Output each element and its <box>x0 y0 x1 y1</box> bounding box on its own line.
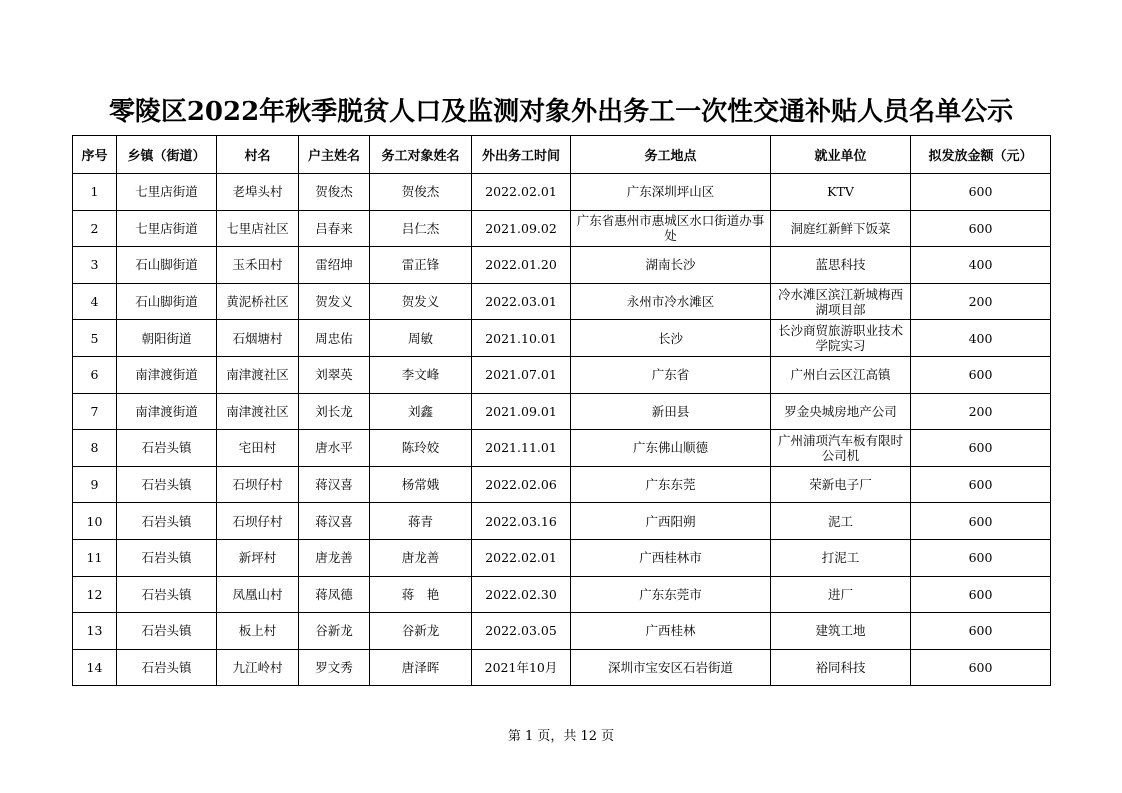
header-village: 村名 <box>217 136 299 174</box>
cell-employer: 长沙商贸旅游职业技术学院实习 <box>771 320 911 357</box>
table-row <box>73 393 1051 430</box>
cell-householder: 蒋汉喜 <box>299 466 370 503</box>
cell-village: 九江岭村 <box>217 649 299 686</box>
cell-township: 南津渡街道 <box>117 356 217 393</box>
cell-worker-name: 唐泽晖 <box>370 649 472 686</box>
table-row <box>73 576 1051 613</box>
table-row <box>73 539 1051 576</box>
cell-work-location: 广东省 <box>571 356 771 393</box>
cell-village: 石坝仔村 <box>217 503 299 540</box>
table-row <box>73 503 1051 540</box>
cell-work-location: 长沙 <box>571 320 771 357</box>
cell-seq: 7 <box>73 393 117 430</box>
cell-departure-date: 2022.03.05 <box>472 613 571 650</box>
cell-seq: 2 <box>73 210 117 247</box>
table-body <box>73 174 1051 686</box>
cell-employer: 冷水滩区滨江新城梅西湖项目部 <box>771 283 911 320</box>
document-title: 零陵区2022年秋季脱贫人口及监测对象外出务工一次性交通补贴人员名单公示 <box>108 97 1014 127</box>
header-township: 乡镇（街道） <box>117 136 217 174</box>
cell-township: 石岩头镇 <box>117 503 217 540</box>
cell-employer: 罗金央城房地产公司 <box>771 393 911 430</box>
cell-township: 石岩头镇 <box>117 576 217 613</box>
cell-amount: 600 <box>911 430 1051 467</box>
header-worker-name: 务工对象姓名 <box>370 136 472 174</box>
table-row <box>73 356 1051 393</box>
cell-worker-name: 贺发义 <box>370 283 472 320</box>
table-header-row <box>73 136 1051 174</box>
cell-worker-name: 贺俊杰 <box>370 174 472 211</box>
cell-village: 黄泥桥社区 <box>217 283 299 320</box>
cell-householder: 唐龙善 <box>299 539 370 576</box>
cell-departure-date: 2021.11.01 <box>472 430 571 467</box>
cell-departure-date: 2021.10.01 <box>472 320 571 357</box>
cell-seq: 6 <box>73 356 117 393</box>
cell-village: 七里店社区 <box>217 210 299 247</box>
cell-work-location: 湖南长沙 <box>571 247 771 284</box>
cell-township: 七里店街道 <box>117 210 217 247</box>
cell-village: 玉禾田村 <box>217 247 299 284</box>
cell-householder: 贺俊杰 <box>299 174 370 211</box>
cell-employer: 裕同科技 <box>771 649 911 686</box>
header-householder: 户主姓名 <box>299 136 370 174</box>
cell-village: 新坪村 <box>217 539 299 576</box>
cell-employer: KTV <box>771 174 911 211</box>
header-employer: 就业单位 <box>771 136 911 174</box>
cell-work-location: 广东深圳坪山区 <box>571 174 771 211</box>
cell-amount: 400 <box>911 247 1051 284</box>
cell-seq: 1 <box>73 174 117 211</box>
cell-village: 石烟塘村 <box>217 320 299 357</box>
cell-seq: 4 <box>73 283 117 320</box>
cell-township: 石岩头镇 <box>117 430 217 467</box>
cell-householder: 蒋凤德 <box>299 576 370 613</box>
cell-departure-date: 2021.09.02 <box>472 210 571 247</box>
cell-departure-date: 2022.02.01 <box>472 539 571 576</box>
cell-worker-name: 陈玲姣 <box>370 430 472 467</box>
cell-village: 板上村 <box>217 613 299 650</box>
cell-work-location: 广东佛山顺德 <box>571 430 771 467</box>
cell-seq: 8 <box>73 430 117 467</box>
cell-departure-date: 2022.02.01 <box>472 174 571 211</box>
cell-departure-date: 2021年10月 <box>472 649 571 686</box>
cell-householder: 谷新龙 <box>299 613 370 650</box>
cell-village: 老埠头村 <box>217 174 299 211</box>
cell-employer: 荣新电子厂 <box>771 466 911 503</box>
cell-employer: 建筑工地 <box>771 613 911 650</box>
cell-amount: 600 <box>911 576 1051 613</box>
cell-departure-date: 2022.02.06 <box>472 466 571 503</box>
cell-worker-name: 杨常娥 <box>370 466 472 503</box>
cell-village: 凤凰山村 <box>217 576 299 613</box>
cell-worker-name: 吕仁杰 <box>370 210 472 247</box>
cell-work-location: 广西桂林 <box>571 613 771 650</box>
cell-employer: 泥工 <box>771 503 911 540</box>
cell-householder: 雷绍坤 <box>299 247 370 284</box>
cell-householder: 唐水平 <box>299 430 370 467</box>
cell-seq: 13 <box>73 613 117 650</box>
cell-departure-date: 2021.09.01 <box>472 393 571 430</box>
cell-employer: 广州白云区江高镇 <box>771 356 911 393</box>
header-seq: 序号 <box>73 136 117 174</box>
cell-departure-date: 2021.07.01 <box>472 356 571 393</box>
cell-township: 朝阳街道 <box>117 320 217 357</box>
cell-worker-name: 谷新龙 <box>370 613 472 650</box>
cell-work-location: 广东东莞市 <box>571 576 771 613</box>
cell-township: 石山脚街道 <box>117 247 217 284</box>
cell-village: 宅田村 <box>217 430 299 467</box>
cell-amount: 600 <box>911 539 1051 576</box>
cell-work-location: 广东省惠州市惠城区水口街道办事处 <box>571 210 771 247</box>
recipient-table <box>72 135 1051 686</box>
cell-township: 石山脚街道 <box>117 283 217 320</box>
cell-township: 石岩头镇 <box>117 613 217 650</box>
cell-work-location: 深圳市宝安区石岩街道 <box>571 649 771 686</box>
cell-amount: 400 <box>911 320 1051 357</box>
cell-departure-date: 2022.01.20 <box>472 247 571 284</box>
cell-work-location: 广西桂林市 <box>571 539 771 576</box>
cell-householder: 刘翠英 <box>299 356 370 393</box>
cell-seq: 3 <box>73 247 117 284</box>
cell-work-location: 广东东莞 <box>571 466 771 503</box>
table-row <box>73 649 1051 686</box>
cell-seq: 12 <box>73 576 117 613</box>
table-row <box>73 210 1051 247</box>
cell-seq: 10 <box>73 503 117 540</box>
cell-worker-name: 周敏 <box>370 320 472 357</box>
cell-seq: 14 <box>73 649 117 686</box>
cell-amount: 200 <box>911 393 1051 430</box>
table-row <box>73 174 1051 211</box>
cell-householder: 刘长龙 <box>299 393 370 430</box>
cell-worker-name: 李文峰 <box>370 356 472 393</box>
header-amount: 拟发放金额（元） <box>911 136 1051 174</box>
cell-householder: 贺发义 <box>299 283 370 320</box>
cell-seq: 11 <box>73 539 117 576</box>
table-row <box>73 430 1051 467</box>
cell-work-location: 永州市冷水滩区 <box>571 283 771 320</box>
cell-employer: 洞庭红新鲜下饭菜 <box>771 210 911 247</box>
cell-amount: 600 <box>911 503 1051 540</box>
table-row <box>73 613 1051 650</box>
cell-amount: 200 <box>911 283 1051 320</box>
cell-amount: 600 <box>911 356 1051 393</box>
cell-amount: 600 <box>911 649 1051 686</box>
cell-township: 石岩头镇 <box>117 466 217 503</box>
table-row <box>73 283 1051 320</box>
cell-amount: 600 <box>911 613 1051 650</box>
cell-worker-name: 唐龙善 <box>370 539 472 576</box>
cell-employer: 蓝思科技 <box>771 247 911 284</box>
cell-seq: 9 <box>73 466 117 503</box>
cell-householder: 周忠佑 <box>299 320 370 357</box>
table-row <box>73 320 1051 357</box>
header-work-location: 务工地点 <box>571 136 771 174</box>
cell-employer: 进厂 <box>771 576 911 613</box>
cell-worker-name: 蒋青 <box>370 503 472 540</box>
cell-work-location: 广西阳朔 <box>571 503 771 540</box>
cell-work-location: 新田县 <box>571 393 771 430</box>
cell-employer: 广州浦项汽车板有限时公司机 <box>771 430 911 467</box>
page-number: 第 1 页，共 12 页 <box>507 729 615 744</box>
cell-worker-name: 刘鑫 <box>370 393 472 430</box>
cell-seq: 5 <box>73 320 117 357</box>
cell-amount: 600 <box>911 174 1051 211</box>
table-row <box>73 466 1051 503</box>
cell-amount: 600 <box>911 210 1051 247</box>
cell-township: 南津渡街道 <box>117 393 217 430</box>
cell-departure-date: 2022.02.30 <box>472 576 571 613</box>
cell-township: 石岩头镇 <box>117 539 217 576</box>
cell-amount: 600 <box>911 466 1051 503</box>
cell-village: 石坝仔村 <box>217 466 299 503</box>
cell-township: 石岩头镇 <box>117 649 217 686</box>
table-row <box>73 247 1051 284</box>
header-departure-date: 外出务工时间 <box>472 136 571 174</box>
cell-village: 南津渡社区 <box>217 356 299 393</box>
cell-departure-date: 2022.03.01 <box>472 283 571 320</box>
cell-township: 七里店街道 <box>117 174 217 211</box>
cell-householder: 罗文秀 <box>299 649 370 686</box>
cell-worker-name: 蒋 艳 <box>370 576 472 613</box>
cell-departure-date: 2022.03.16 <box>472 503 571 540</box>
cell-householder: 蒋汉喜 <box>299 503 370 540</box>
cell-householder: 吕春来 <box>299 210 370 247</box>
cell-worker-name: 雷正锋 <box>370 247 472 284</box>
cell-employer: 打泥工 <box>771 539 911 576</box>
cell-village: 南津渡社区 <box>217 393 299 430</box>
